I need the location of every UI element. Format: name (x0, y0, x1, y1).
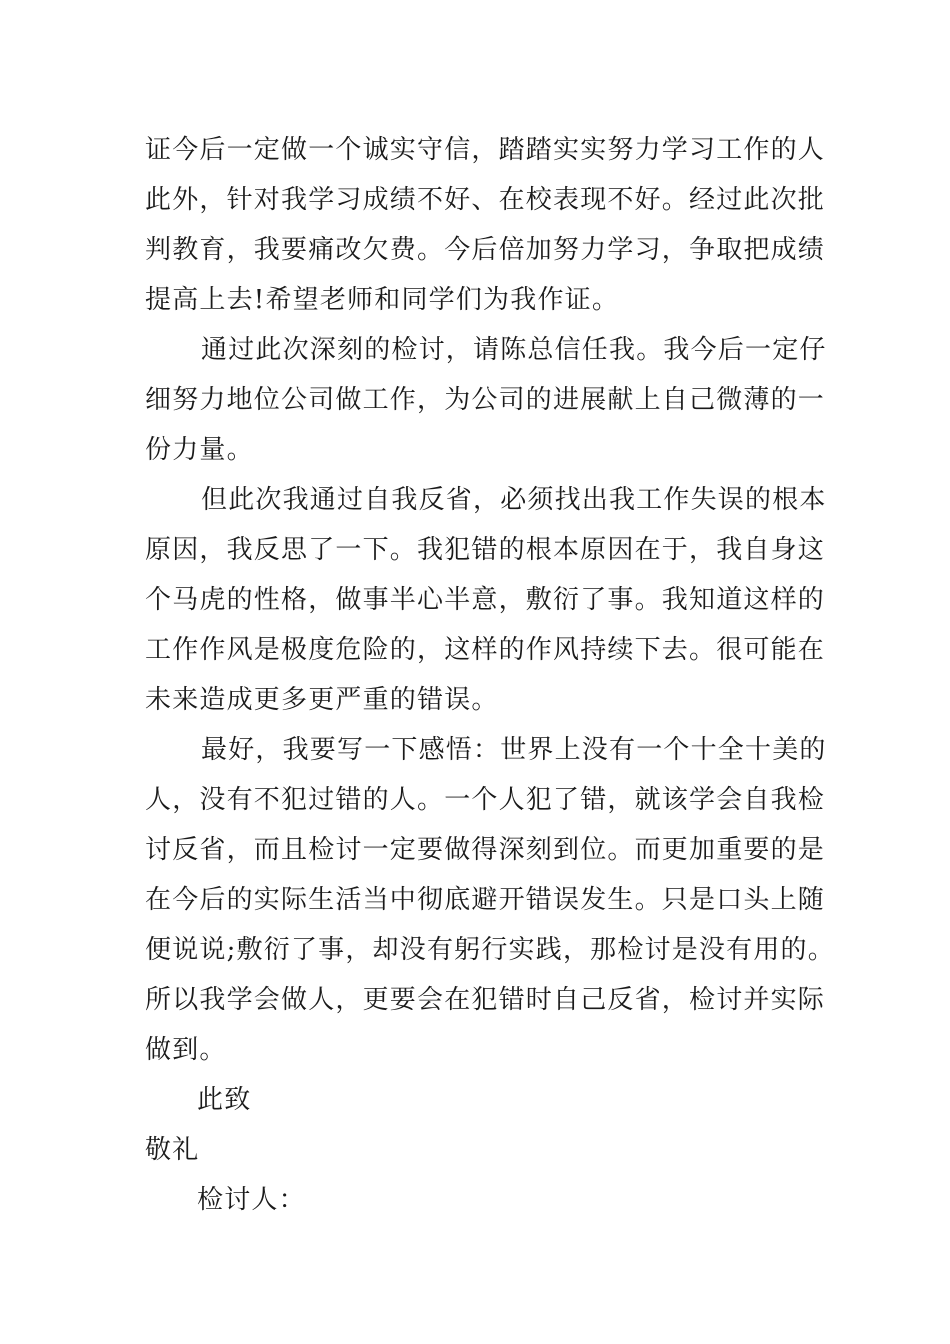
text-line: 所以我学会做人，更要会在犯错时自己反省，检讨并实际 (145, 985, 826, 1015)
text-line: 讨反省，而且检讨一定要做得深刻到位。而更加重要的是 (145, 835, 826, 865)
closing-regards: 敬礼 (145, 1135, 200, 1165)
text-line: 未来造成更多更严重的错误。 (145, 685, 499, 715)
paragraph-first-line: 最好，我要写一下感悟：世界上没有一个十全十美的 (201, 735, 827, 765)
text-line: 在今后的实际生活当中彻底避开错误发生。只是口头上随 (145, 885, 826, 915)
document-body (145, 125, 835, 1225)
text-line: 提高上去!希望老师和同学们为我作证。 (145, 285, 620, 315)
text-line: 判教育，我要痛改欠费。今后倍加努力学习，争取把成绩 (145, 235, 826, 265)
text-line: 证今后一定做一个诚实守信，踏踏实实努力学习工作的人 (145, 135, 826, 165)
text-line: 此外，针对我学习成绩不好、在校表现不好。经过此次批 (145, 185, 826, 215)
closing-salutation: 此致 (197, 1085, 252, 1115)
text-line: 原因，我反思了一下。我犯错的根本原因在于，我自身这 (145, 535, 826, 565)
paragraph-first-line: 通过此次深刻的检讨，请陈总信任我。我今后一定仔 (201, 335, 827, 365)
text-line: 做到。 (145, 1035, 227, 1065)
signature-label: 检讨人： (197, 1185, 306, 1215)
text-line: 份力量。 (145, 435, 254, 465)
paragraph-first-line: 但此次我通过自我反省，必须找出我工作失误的根本 (201, 485, 827, 515)
text-line: 便说说;敷衍了事，却没有躬行实践，那检讨是没有用的。 (145, 935, 835, 965)
text-line: 工作作风是极度危险的，这样的作风持续下去。很可能在 (145, 635, 826, 665)
text-line: 个马虎的性格，做事半心半意，敷衍了事。我知道这样的 (145, 585, 826, 615)
text-line: 人，没有不犯过错的人。一个人犯了错，就该学会自我检 (145, 785, 826, 815)
text-line: 细努力地位公司做工作，为公司的进展献上自己微薄的一 (145, 385, 826, 415)
